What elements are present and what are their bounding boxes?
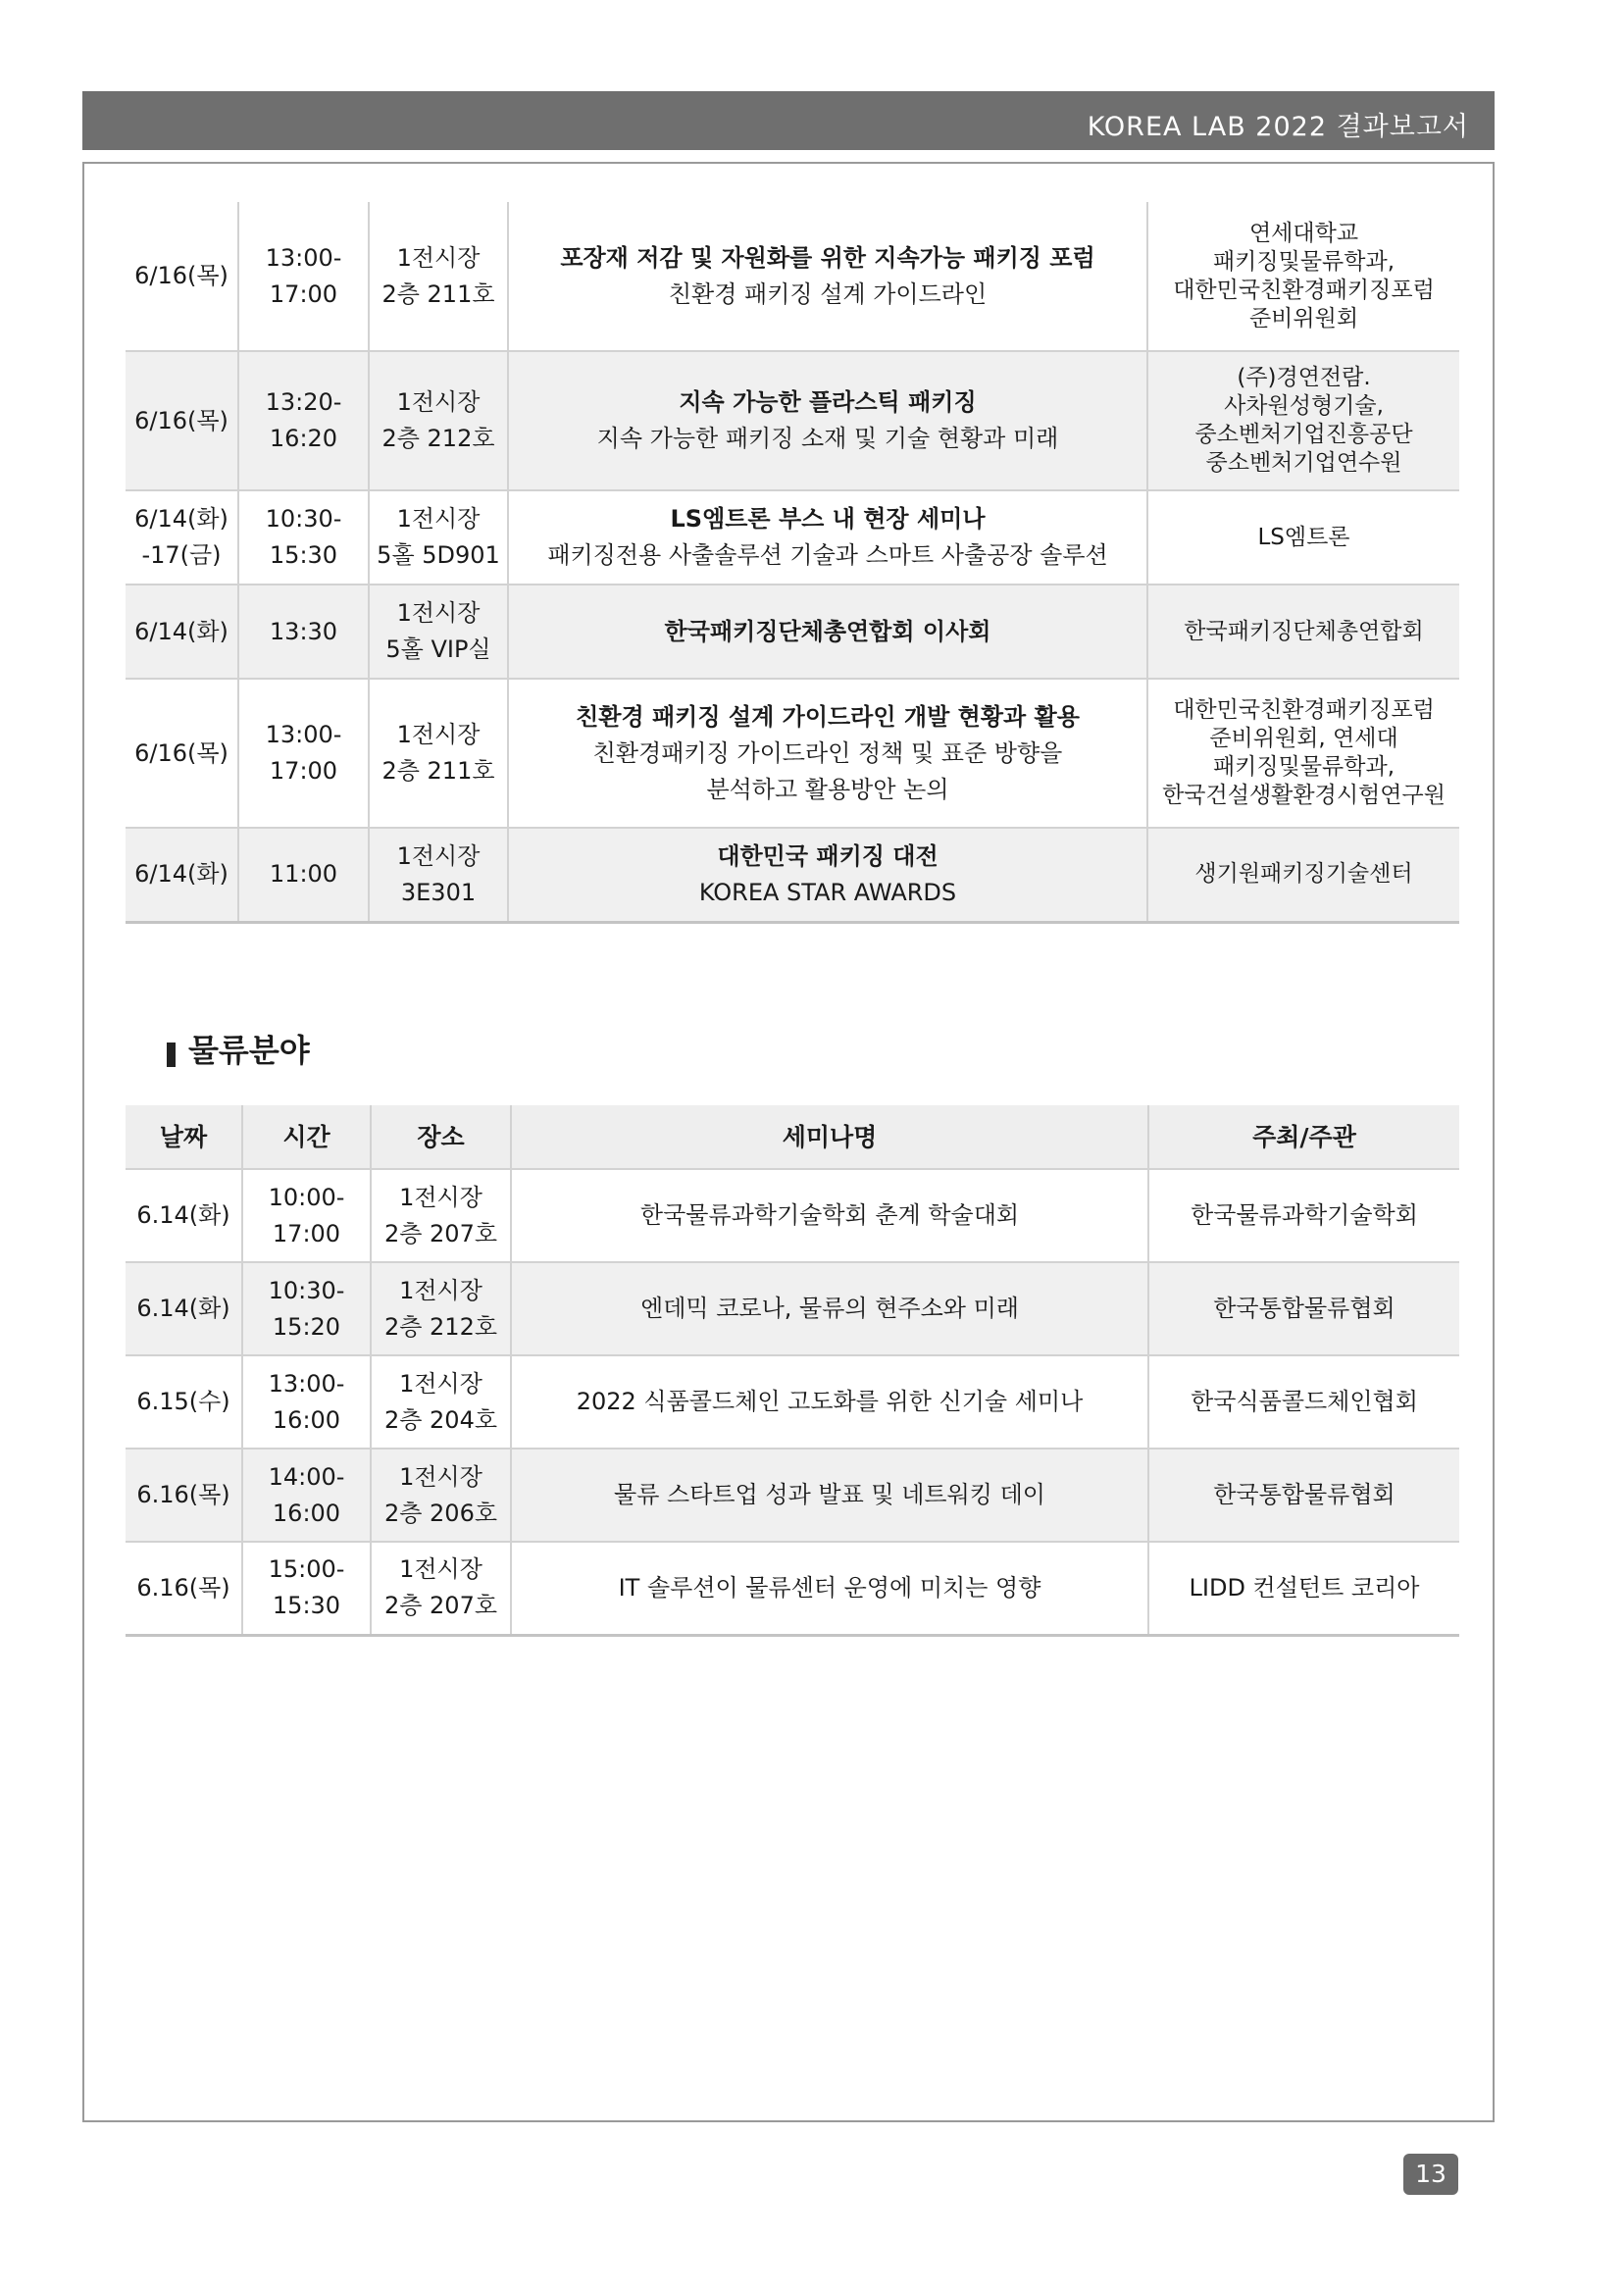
time-cell: 11:00	[238, 828, 369, 922]
table-header-row	[126, 1105, 1459, 1169]
place-line: 1전시장	[399, 1462, 482, 1491]
seminar-cell	[508, 585, 1147, 679]
place-line: 2층 207호	[383, 1592, 498, 1620]
seminar-cell	[508, 490, 1147, 585]
place-line: 1전시장	[396, 505, 481, 533]
seminar-subtitle: 분석하고 활용방안 논의	[706, 775, 949, 803]
time-cell: 10:30-15:20	[242, 1262, 371, 1355]
date-cell: 6/14(화)	[126, 828, 238, 922]
seminar-cell	[508, 351, 1147, 490]
organizer-cell	[1147, 490, 1459, 585]
organizer-line: 한국패키징단체총연합회	[1184, 618, 1424, 644]
organizer-line: 연세대학교	[1248, 220, 1359, 246]
date-cell: 6.15(수)	[136, 1388, 230, 1415]
place-cell	[371, 1169, 511, 1262]
place-line: 1전시장	[396, 841, 481, 870]
seminar-cell: 엔데믹 코로나, 물류의 현주소와 미래	[511, 1262, 1148, 1355]
page-number: 13	[1403, 2154, 1458, 2195]
section-heading: 물류분야	[188, 1032, 310, 1069]
place-line: 1전시장	[399, 1183, 482, 1211]
place-line: 2층 211호	[381, 757, 495, 785]
seminar-subtitle: KOREA STAR AWARDS	[698, 878, 957, 906]
time-cell: 10:30-15:30	[238, 490, 369, 585]
table-row	[126, 351, 1459, 490]
place-cell	[369, 679, 508, 828]
column-header: 장소	[371, 1105, 511, 1169]
place-line: 1전시장	[399, 1369, 482, 1398]
date-cell: 6.14(화)	[126, 1262, 242, 1355]
place-line: 5홀 VIP실	[385, 636, 491, 663]
seminar-title: 대한민국 패키징 대전	[717, 841, 939, 870]
organizer-line: 준비위원회, 연세대	[1209, 726, 1398, 751]
time-cell: 15:00-15:30	[242, 1542, 371, 1635]
date-cell: 6/14(화)	[126, 585, 238, 679]
organizer-line: 대한민국친환경패키징포럼	[1173, 697, 1435, 723]
organizer-line: 준비위원회	[1248, 305, 1359, 331]
date-cell: 6.16(목)	[126, 1449, 242, 1542]
date-line: -17(금)	[141, 541, 222, 569]
time-cell: 13:20-16:20	[238, 351, 369, 490]
organizer-line: 생기원패키징기술센터	[1194, 861, 1413, 888]
place-cell	[371, 1262, 511, 1355]
table-row	[126, 1449, 1459, 1542]
seminar-subtitle: 패키징전용 사출솔루션 기술과 스마트 사출공장 솔루션	[547, 541, 1108, 569]
time-cell: 13:00-17:00	[238, 679, 369, 828]
organizer-cell: 한국통합물류협회	[1148, 1262, 1459, 1355]
time-cell: 13:00-16:00	[242, 1355, 371, 1449]
date-cell	[126, 490, 238, 585]
time-cell: 13:30	[238, 585, 369, 679]
table-row	[126, 490, 1459, 585]
organizer-cell	[1147, 828, 1459, 922]
place-line: 1전시장	[396, 388, 481, 416]
organizer-cell: LIDD 컨설턴트 코리아	[1148, 1542, 1459, 1635]
organizer-cell: 한국통합물류협회	[1148, 1449, 1459, 1542]
column-header: 주최/주관	[1148, 1105, 1459, 1169]
place-line: 2층 206호	[383, 1499, 498, 1527]
organizer-cell	[1147, 585, 1459, 679]
time-cell: 14:00-16:00	[242, 1449, 371, 1542]
table-row	[126, 1542, 1459, 1635]
place-cell	[371, 1542, 511, 1635]
date-line: 6/14(화)	[134, 505, 228, 533]
seminar-subtitle: 친환경패키징 가이드라인 정책 및 표준 방향을	[592, 738, 1063, 767]
logistics-seminar-table	[126, 1105, 1459, 1637]
place-cell	[369, 202, 508, 351]
section-marker	[167, 1043, 176, 1067]
table-row	[126, 1262, 1459, 1355]
seminar-title: 지속 가능한 플라스틱 패키징	[679, 388, 977, 416]
table-row	[126, 585, 1459, 679]
table-row	[126, 828, 1459, 922]
date-cell: 6/16(목)	[134, 738, 228, 767]
organizer-cell	[1147, 679, 1459, 828]
place-line: 1전시장	[396, 243, 481, 272]
organizer-line: LS엠트론	[1257, 524, 1350, 550]
organizer-line: 한국건설생활환경시험연구원	[1162, 783, 1446, 808]
header-bar	[82, 91, 1495, 150]
table-row	[126, 1169, 1459, 1262]
date-cell: 6.14(화)	[136, 1201, 230, 1229]
date-cell: 6/16(목)	[134, 262, 228, 289]
place-line: 1전시장	[399, 1276, 482, 1304]
date-cell: 6.16(목)	[136, 1573, 230, 1602]
seminar-subtitle: 친환경 패키징 설계 가이드라인	[668, 280, 988, 308]
seminar-title: LS엠트론 부스 내 현장 세미나	[670, 505, 986, 533]
place-line: 1전시장	[399, 1555, 482, 1584]
place-line: 2층 212호	[383, 1312, 498, 1341]
organizer-line: 패키징및물류학과,	[1212, 248, 1396, 275]
place-line: 1전시장	[396, 599, 481, 627]
place-cell	[369, 828, 508, 922]
organizer-line: (주)경연전람.	[1237, 365, 1371, 390]
seminar-cell	[508, 202, 1147, 351]
packaging-seminar-table	[126, 202, 1459, 924]
place-cell	[369, 585, 508, 679]
place-cell	[369, 490, 508, 585]
seminar-title: 친환경 패키징 설계 가이드라인 개발 현황과 활용	[576, 702, 1080, 731]
place-line: 2층 212호	[381, 425, 495, 452]
seminar-title: 포장재 저감 및 자원화를 위한 지속가능 패키징 포럼	[560, 243, 1095, 272]
organizer-line: 중소벤처기업진흥공단	[1194, 422, 1413, 447]
column-header: 시간	[242, 1105, 371, 1169]
time-cell: 13:00-17:00	[238, 202, 369, 351]
seminar-cell: IT 솔루션이 물류센터 운영에 미치는 영향	[511, 1542, 1148, 1635]
table-row	[126, 1355, 1459, 1449]
table-row	[126, 679, 1459, 828]
organizer-line: 중소벤처기업연수원	[1205, 450, 1402, 476]
seminar-title: 한국패키징단체총연합회 이사회	[664, 617, 991, 645]
place-line: 3E301	[400, 878, 477, 906]
place-cell	[371, 1355, 511, 1449]
place-line: 2층 207호	[383, 1219, 498, 1247]
time-cell: 10:00-17:00	[242, 1169, 371, 1262]
place-cell	[371, 1449, 511, 1542]
date-cell: 6/16(목)	[126, 351, 238, 490]
organizer-line: 대한민국친환경패키징포럼	[1173, 277, 1435, 303]
seminar-cell	[508, 679, 1147, 828]
report-title: KOREA LAB 2022 결과보고서	[1087, 112, 1469, 142]
seminar-cell	[508, 828, 1147, 922]
organizer-cell: 한국물류과학기술학회	[1148, 1169, 1459, 1262]
place-line: 5홀 5D901	[377, 541, 500, 569]
seminar-subtitle: 지속 가능한 패키징 소재 및 기술 현황과 미래	[596, 425, 1059, 452]
organizer-line: 사차원성형기술,	[1224, 393, 1384, 419]
column-header: 세미나명	[511, 1105, 1148, 1169]
organizer-cell	[1147, 351, 1459, 490]
place-cell	[369, 351, 508, 490]
seminar-cell: 물류 스타트업 성과 발표 및 네트워킹 데이	[511, 1449, 1148, 1542]
seminar-cell: 2022 식품콜드체인 고도화를 위한 신기술 세미나	[511, 1355, 1148, 1449]
table-row	[126, 202, 1459, 351]
column-header: 날짜	[126, 1105, 242, 1169]
organizer-line: 패키징및물류학과,	[1212, 754, 1396, 780]
place-line: 1전시장	[396, 721, 481, 748]
place-line: 2층 211호	[381, 280, 495, 308]
seminar-cell: 한국물류과학기술학회 춘계 학술대회	[511, 1169, 1148, 1262]
organizer-cell	[1147, 202, 1459, 351]
place-line: 2층 204호	[383, 1405, 498, 1434]
organizer-cell: 한국식품콜드체인협회	[1148, 1355, 1459, 1449]
